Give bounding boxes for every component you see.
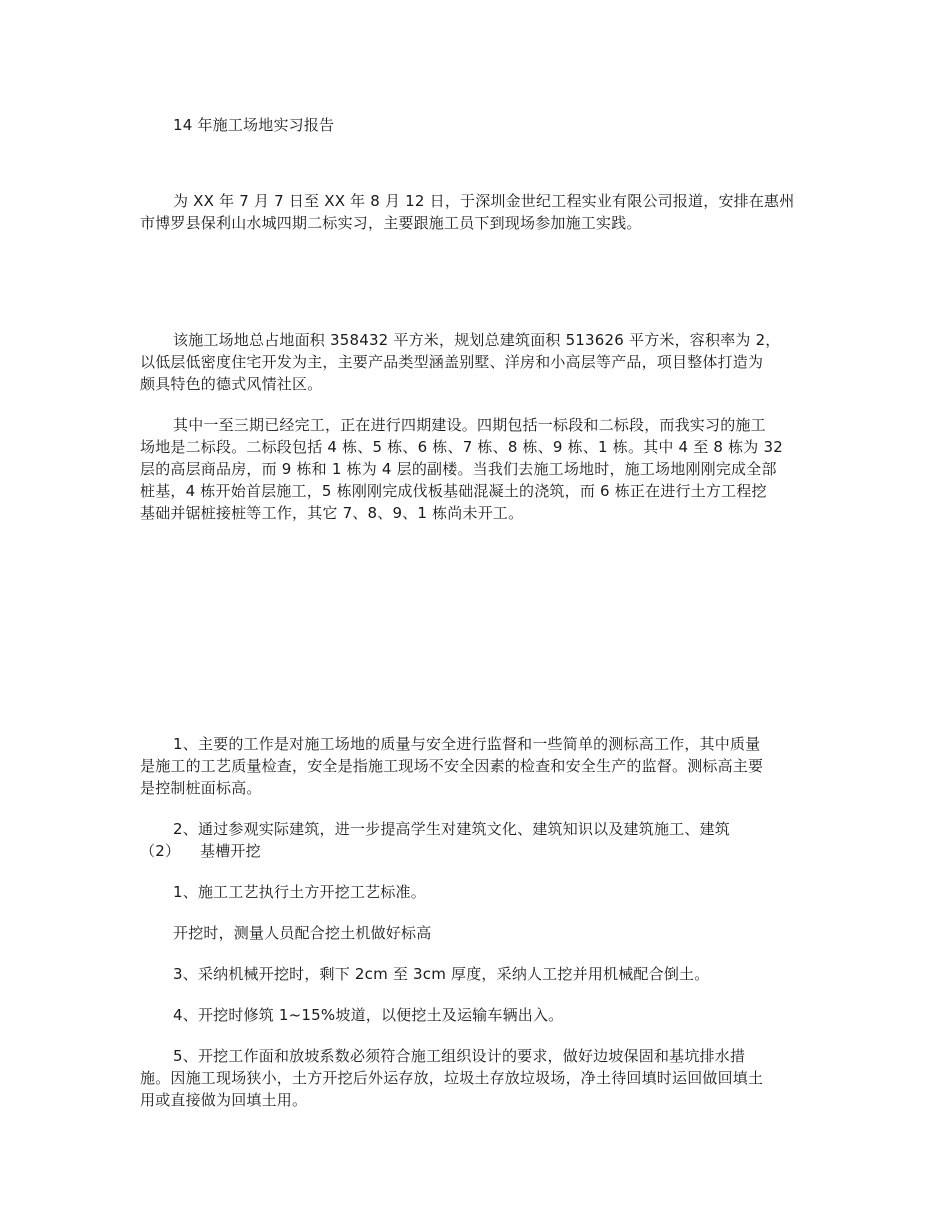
- text-line: 层的高层商品房，而 9 栋和 1 栋为 4 层的副楼。当我们去施工场地时，施工场地刚刚完成全部: [140, 460, 777, 478]
- paragraph-step-4: 4、开挖时修筑 1~15%坡道，以便挖土及运输车辆出入。: [173, 1006, 564, 1024]
- paragraph-phases: [140, 414, 812, 524]
- text-line: 5、开挖工作面和放坡系数必须符合施工组织设计的要求，做好边坡保固和基坑排水措: [173, 1047, 746, 1065]
- paragraph-step-3: 3、采纳机械开挖时，剩下 2cm 至 3cm 厚度，采纳人工挖并用机械配合倒土。: [173, 965, 710, 983]
- text-line: 场地是二标段。二标段包括 4 栋、5 栋、6 栋、7 栋、8 栋、9 栋、1 栋。其中 4 至 8 栋为 32: [140, 438, 783, 456]
- paragraph-work-1: [140, 733, 812, 799]
- text-line: 以低层低密度住宅开发为主，主要产品类型涵盖别墅、洋房和小高层等产品，项目整体打造为: [140, 353, 764, 371]
- paragraph-step-1: 1、施工工艺执行土方开挖工艺标准。: [173, 883, 426, 901]
- text-line: 颇具特色的德式风情社区。: [140, 375, 323, 393]
- document-title: 14 年施工场地实习报告: [173, 116, 335, 134]
- text-line: 桩基，4 栋开始首层施工，5 栋刚刚完成伐板基础混凝土的浇筑，而 6 栋正在进行土方工程挖: [140, 482, 767, 500]
- text-line: 其中一至三期已经完工，正在进行四期建设。四期包括一标段和二标段，而我实习的施工: [173, 416, 766, 434]
- text-line: 市博罗县保利山水城四期二标实习，主要跟施工员下到现场参加施工实践。: [140, 214, 642, 232]
- text-line: 1、主要的工作是对施工场地的质量与安全进行监督和一些简单的测标高工作，其中质量: [173, 735, 761, 753]
- text-line: 用或直接做为回填土用。: [140, 1091, 308, 1109]
- paragraph-intro: [140, 190, 812, 234]
- text-line: 2、通过参观实际建筑，进一步提高学生对建筑文化、建筑知识以及建筑施工、建筑: [173, 820, 730, 838]
- text-line: 施。因施工现场狭小，土方开挖后外运存放，垃圾土存放垃圾场，净土待回填时运回做回填土: [140, 1069, 764, 1087]
- paragraph-step-5: [140, 1045, 812, 1111]
- text-line: 该施工场地总占地面积 358432 平方米，规划总建筑面积 513626 平方米，容积率为 2，: [173, 331, 781, 349]
- text-line: 是施工的工艺质量检查，安全是指施工现场不安全因素的检查和安全生产的监督。测标高主要: [140, 757, 764, 775]
- text-line: 基础并锯桩接桩等工作，其它 7、8、9、1 栋尚未开工。: [140, 504, 524, 522]
- paragraph-work-2: [140, 818, 812, 862]
- paragraph-site: [140, 329, 812, 395]
- text-line: （2） 基槽开挖: [140, 842, 261, 860]
- text-line: 为 XX 年 7 月 7 日至 XX 年 8 月 12 日，于深圳金世纪工程实业有限公司报道，安排在惠州: [173, 192, 795, 210]
- text-line: 是控制桩面标高。: [140, 779, 262, 797]
- paragraph-step-2: 开挖时，测量人员配合挖土机做好标高: [173, 924, 432, 942]
